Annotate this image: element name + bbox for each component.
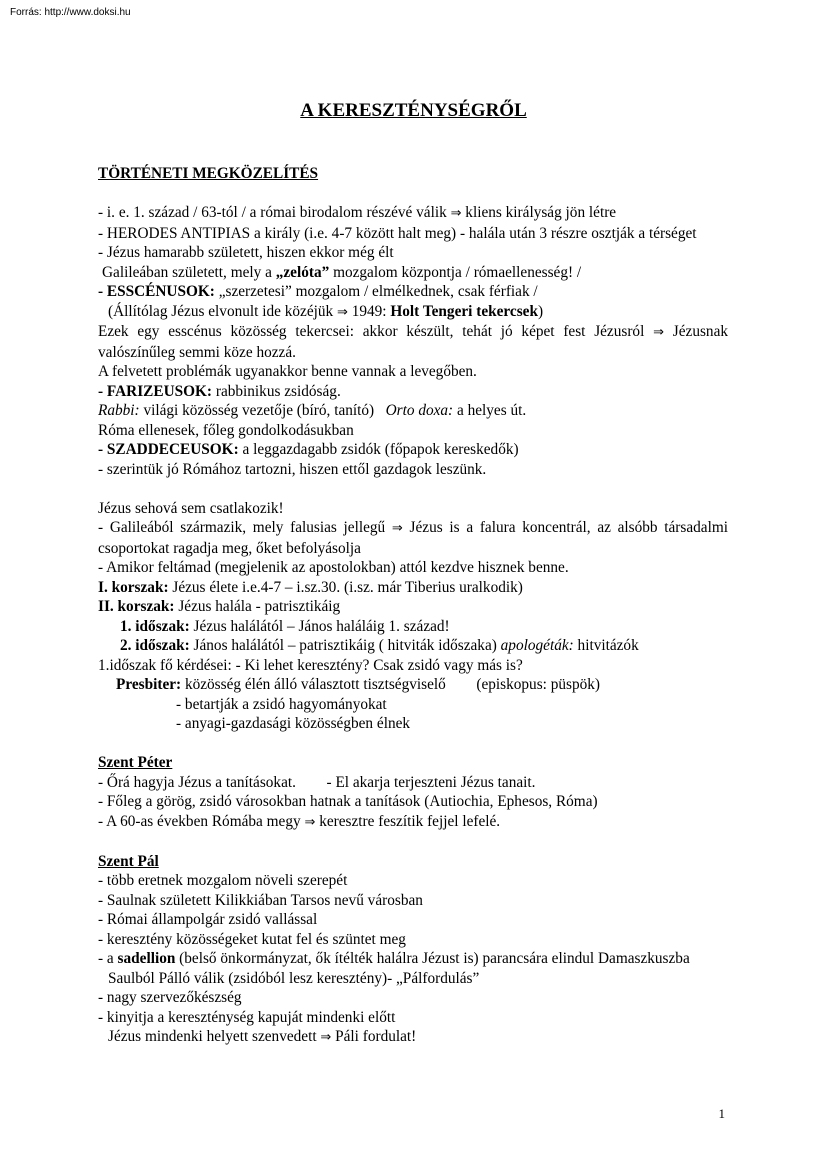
section-heading-historical: TÖRTÉNETI MEGKÖZELÍTÉS: [98, 165, 319, 182]
arrow-icon: ⇒: [653, 325, 665, 340]
text-line: II. korszak: Jézus halála - patrisztikáig: [98, 598, 341, 615]
text-line: Jézus sehová sem csatlakozik!: [98, 499, 284, 517]
text-line: - több eretnek mozgalom növeli szerepét: [98, 872, 348, 889]
section-heading-paul: Szent Pál: [98, 852, 159, 870]
text-line: - A 60-as években Rómába megy ⇒ keresztre feszítik fejjel lefelé.: [98, 812, 501, 830]
page-number: 1: [718, 1106, 725, 1121]
text-line: - FARIZEUSOK: rabbinikus zsidóság.: [98, 382, 341, 400]
text-line: Galileában született, mely a „zelóta” mozgalom központja / rómaellenesség! /: [102, 263, 582, 281]
text-line: - Amikor feltámad (megjelenik az apostolokban) attól kezdve hisznek benne.: [98, 559, 569, 576]
text-line: Saulból Pálló válik (zsidóból lesz keresztény)- „Pálfordulás”: [108, 969, 480, 987]
text-line: Róma ellenesek, főleg gondolkodásukban: [98, 421, 354, 439]
text-line: - i. e. 1. század / 63-tól / a római birodalom részévé válik ⇒ kliens királyság jön létre: [98, 204, 617, 221]
text-line: A felvetett problémák ugyanakkor benne vannak a levegőben.: [98, 363, 477, 380]
text-line: - SZADDECEUSOK: a leggazdagabb zsidók (főpapok kereskedők): [98, 441, 519, 458]
section-heading-peter: Szent Péter: [98, 754, 173, 771]
text-line: 1.időszak fő kérdései: - Ki lehet keresztény? Csak zsidó vagy más is?: [98, 656, 523, 674]
text-line: - nagy szervezőkészség: [98, 989, 242, 1006]
text-line: - Főleg a görög, zsidó városokban hatnak a tanítások (Autiochia, Ephesos, Róma): [98, 793, 598, 810]
text-line: - ESSCÉNUSOK: „szerzetesi” mozgalom / elmélkednek, csak férfiak /: [98, 283, 538, 300]
text-line: 2. időszak: János halálától – patrisztikáig ( hitviták időszaka) apologéták: hitvitázók: [120, 637, 639, 654]
arrow-icon: ⇒: [450, 206, 462, 221]
arrow-icon: ⇒: [320, 1030, 332, 1045]
text-line: - a sadellion (belső önkormányzat, ők ítélték halálra Jézust is) parancsára elindul Damaszkuszba: [98, 950, 690, 967]
text-line: - Saulnak született Kilikkiában Tarsos nevű városban: [98, 891, 423, 909]
text-line: 1. időszak: Jézus halálától – János haláláig 1. század!: [120, 617, 450, 635]
text-line: - Galileából származik, mely falusias jellegű ⇒ Jézus is a falura koncentrál, az alsóbb társadalmi csoportokat ragadja meg, őket befolyásolja: [98, 519, 728, 557]
text-line: - Római állampolgár zsidó vallással: [98, 911, 318, 928]
text-line: - keresztény közösségeket kutat fel és szüntet meg: [98, 930, 406, 948]
text-line: - HERODES ANTIPIAS a király (i.e. 4-7 között halt meg) - halála után 3 részre osztják a térséget: [98, 224, 697, 242]
text-line: Rabbi: világi közösség vezetője (bíró, tanító) Orto doxa: a helyes út.: [98, 402, 527, 419]
text-line: - betartják a zsidó hagyományokat: [176, 695, 387, 713]
text-line: - Jézus hamarabb született, hiszen ekkor még élt: [98, 244, 394, 261]
document-body: [98, 164, 728, 1048]
text-line: - Őrá hagyja Jézus a tanításokat. - El akarja terjeszteni Jézus tanait.: [98, 773, 536, 791]
text-line: - szerintük jó Rómához tartozni, hiszen ettől gazdagok leszünk.: [98, 460, 487, 478]
text-line: - kinyitja a kereszténység kapuját mindenki előtt: [98, 1008, 396, 1026]
arrow-icon: ⇒: [391, 521, 403, 536]
arrow-icon: ⇒: [304, 814, 316, 830]
text-line: Presbiter: közösség élén álló választott tisztségviselő (episkopus: püspök): [116, 676, 601, 693]
page-title: A KERESZTÉNYSÉGRŐL: [300, 100, 527, 121]
arrow-icon: ⇒: [336, 304, 348, 320]
text-line: - anyagi-gazdasági közösségben élnek: [176, 715, 411, 732]
text-line: Ezek egy esscénus közösség tekercsei: akkor készült, tehát jó képet fest Jézusról ⇒ Jézusnak valószínűleg semmi köze hozzá.: [98, 323, 729, 361]
text-line: (Állítólag Jézus elvonult ide közéjük ⇒ 1949: Holt Tengeri tekercsek): [108, 302, 544, 320]
source-label: Forrás: http://www.doksi.hu: [10, 7, 131, 18]
text-line: I. korszak: Jézus élete i.e.4-7 – i.sz.30. (i.sz. már Tiberius uralkodik): [98, 578, 523, 596]
text-line: Jézus mindenki helyett szenvedett ⇒ Páli fordulat!: [108, 1028, 417, 1045]
